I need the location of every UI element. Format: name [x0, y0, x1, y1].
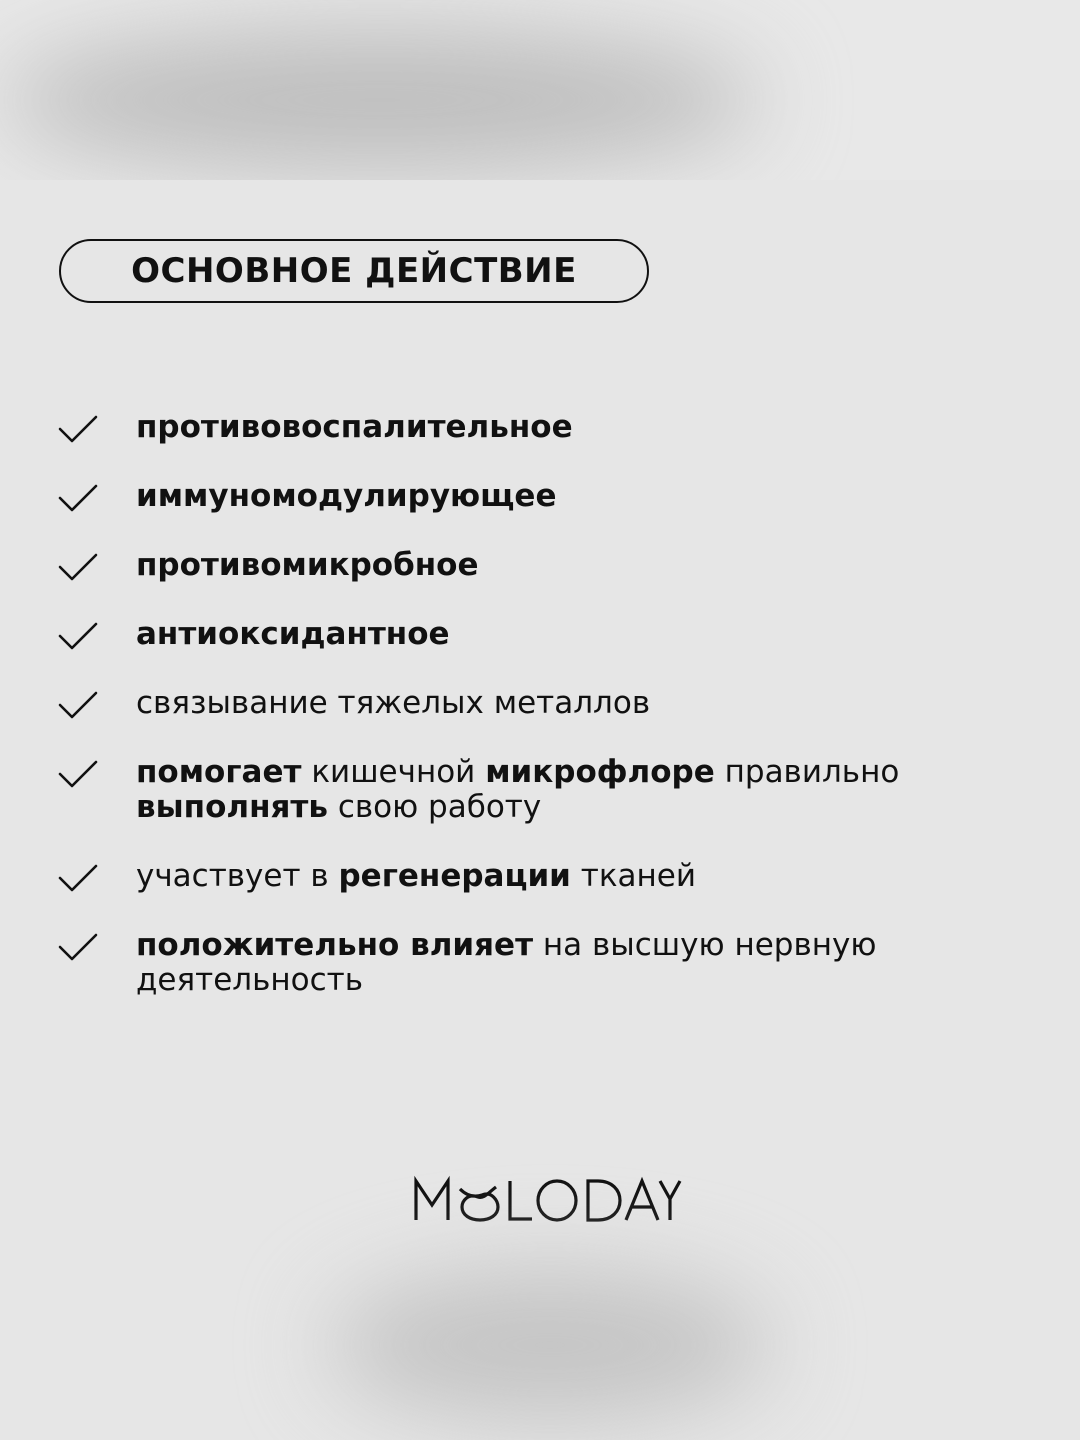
heading-title: ОСНОВНОЕ ДЕЙСТВИЕ — [131, 251, 577, 291]
moloday-logo — [412, 1175, 682, 1225]
blurred-bottom-photo — [330, 1270, 770, 1420]
benefit-text-bold: противовоспалительное — [136, 409, 573, 445]
benefit-text-regular: свою работу — [327, 789, 542, 825]
benefit-text-bold: противомикробное — [136, 547, 479, 583]
benefit-text — [136, 754, 899, 825]
check-icon — [58, 483, 98, 513]
benefit-text-bold: микрофлоре — [485, 754, 715, 790]
benefit-text-regular: правильно — [714, 754, 900, 790]
benefit-text-bold: помогает — [136, 754, 302, 790]
benefit-item — [58, 859, 1018, 894]
heading-badge — [59, 239, 649, 303]
benefit-text-bold: иммуномодулирующее — [136, 478, 557, 514]
benefit-text — [136, 858, 696, 894]
check-icon — [58, 690, 98, 720]
check-icon — [58, 759, 98, 789]
benefit-item — [58, 755, 1018, 825]
check-icon — [58, 552, 98, 582]
benefit-text-regular: кишечной — [301, 754, 486, 790]
benefit-item — [58, 686, 1018, 721]
benefit-text — [136, 547, 478, 583]
benefit-text — [136, 927, 876, 998]
benefit-item — [58, 617, 1018, 652]
benefit-text-bold: антиоксидантное — [136, 616, 450, 652]
benefit-item — [58, 928, 1018, 998]
benefit-text-bold: положительно влияет — [136, 927, 534, 963]
benefit-text-regular: на высшую нервную деятельность — [136, 927, 877, 998]
benefit-text — [136, 478, 556, 514]
benefit-text — [136, 685, 650, 721]
benefit-text-regular: участвует в — [136, 858, 339, 894]
benefit-text-bold: выполнять — [136, 789, 328, 825]
benefit-text-regular: тканей — [570, 858, 697, 894]
check-icon — [58, 621, 98, 651]
benefit-text — [136, 409, 573, 445]
check-icon — [58, 932, 98, 962]
benefit-text-regular: связывание тяжелых металлов — [136, 685, 651, 721]
check-icon — [58, 414, 98, 444]
benefit-item — [58, 410, 1018, 445]
blurred-top-photo — [0, 0, 1080, 180]
brand-logo — [412, 1175, 682, 1225]
benefit-text-bold: регенерации — [338, 858, 571, 894]
check-icon — [58, 863, 98, 893]
benefit-text — [136, 616, 450, 652]
benefit-list — [58, 410, 1018, 1032]
benefit-item — [58, 479, 1018, 514]
blurred-product-shape — [0, 30, 760, 170]
benefit-item — [58, 548, 1018, 583]
